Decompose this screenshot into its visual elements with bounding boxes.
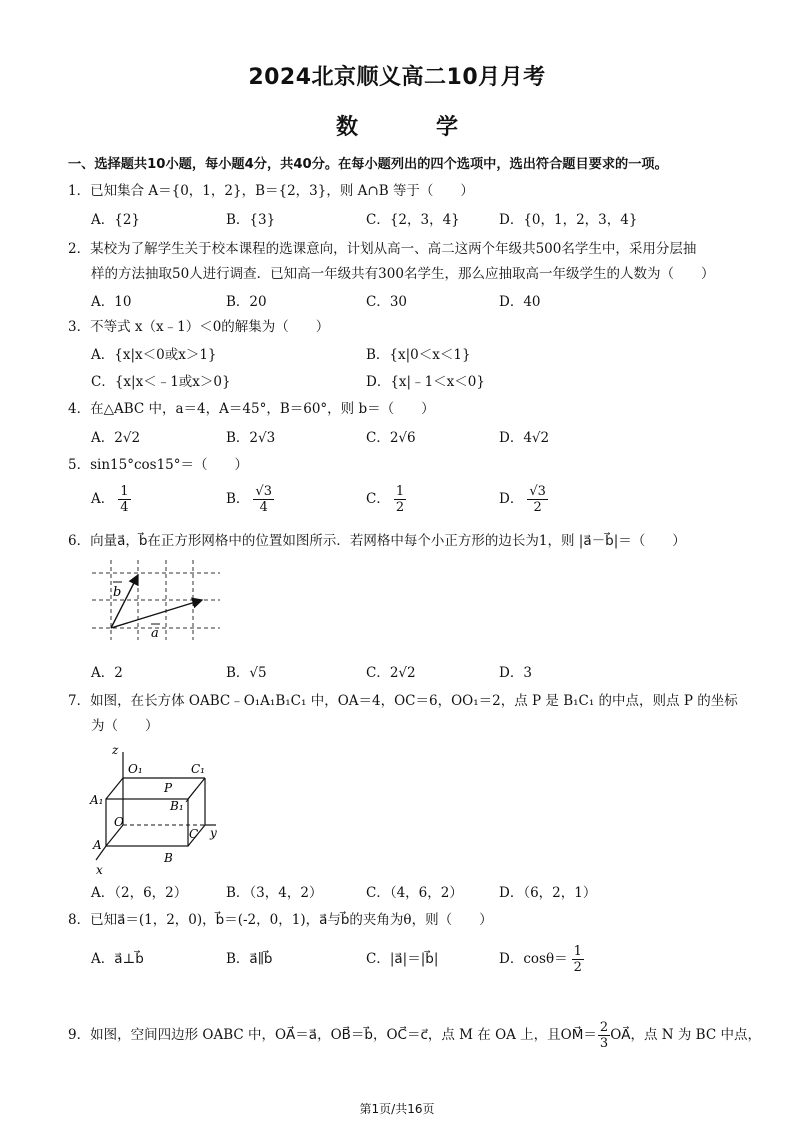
- label-o1: O₁: [128, 762, 143, 776]
- question-9: [68, 1020, 761, 1051]
- q4-option-d: D．4√2: [499, 430, 550, 446]
- q5-d-denominator: 2: [533, 500, 542, 515]
- label-y: y: [210, 826, 217, 840]
- q5-option-b-label: B．: [226, 491, 250, 507]
- q5-option-a: [91, 484, 131, 515]
- question-9-fraction: [598, 1020, 610, 1051]
- question-7-line-1: 7．如图，在长方体 OABC﹣O₁A₁B₁C₁ 中，OA＝4，OC＝6，OO₁＝2，点 P 是 B₁C₁ 的中点，则点 P 的坐标: [68, 693, 738, 709]
- q5-option-c-label: C．: [366, 491, 390, 507]
- q8-option-d-label: D．cosθ＝: [499, 951, 568, 967]
- question-1: 1．已知集合 A＝{0，1，2}，B＝{2，3}，则 A∩B 等于（ ）: [68, 183, 474, 199]
- q1-option-c: C．{2，3，4}: [366, 212, 460, 228]
- q5-a-numerator: 1: [120, 484, 129, 499]
- q5-b-numerator: √3: [255, 484, 272, 499]
- q8-option-c: C．|a⃗|＝|b⃗|: [366, 951, 439, 967]
- q1-option-b: B．{3}: [226, 212, 276, 228]
- q4-option-a: A．2√2: [91, 430, 141, 446]
- question-4: 4．在△ABC 中，a＝4，A＝45°，B＝60°，则 b＝（ ）: [68, 401, 435, 417]
- label-b: B: [164, 851, 173, 865]
- q8-option-d-fraction: [572, 944, 584, 975]
- label-z: z: [112, 743, 119, 757]
- q4-option-b: B．2√3: [226, 430, 276, 446]
- q3-option-b: B．{x|0＜x＜1}: [366, 347, 471, 363]
- q5-option-b-fraction: [253, 484, 274, 515]
- q5-option-a-fraction: [118, 484, 130, 515]
- q6-option-a: A．2: [91, 665, 123, 681]
- q3-option-d: D．{x|﹣1＜x＜0}: [366, 374, 485, 390]
- label-o: O: [114, 815, 124, 829]
- question-9-text-2: OA⃗，点 N 为 BC 中点，: [610, 1027, 761, 1043]
- question-2-line-2: 样的方法抽取50人进行调查．已知高一年级共有300名学生，那么应抽取高一年级学生的人数为（ ）: [91, 266, 715, 282]
- label-c: C: [189, 827, 199, 841]
- label-a1: A₁: [90, 793, 104, 807]
- q1-option-a: A．{2}: [91, 212, 141, 228]
- question-3: 3．不等式 x（x﹣1）＜0的解集为（ ）: [68, 319, 330, 335]
- q5-option-a-label: A．: [91, 491, 115, 507]
- q5-d-numerator: √3: [529, 484, 546, 499]
- q3-option-a: A．{x|x＜0或x＞1}: [91, 347, 217, 363]
- subject-title: 数 学: [335, 115, 486, 140]
- q5-option-c-fraction: [394, 484, 406, 515]
- q2-option-b: B．20: [226, 294, 267, 310]
- question-8: 8．已知a⃗＝(1，2，0)，b⃗＝(-2，0，1)，a⃗与b⃗的夹角为θ，则（ ）: [68, 912, 493, 928]
- question-5: 5．sin15°cos15°＝（ ）: [68, 457, 249, 473]
- q2-option-a: A．10: [91, 294, 132, 310]
- q2-option-c: C．30: [366, 294, 408, 310]
- q3-option-c: C．{x|x＜﹣1或x＞0}: [91, 374, 231, 390]
- question-2-line-1: 2．某校为了解学生关于校本课程的选课意向，计划从高一、高二这两个年级共500名学生中，采用分层抽: [68, 241, 697, 257]
- q7-option-d: D．（6，2，1）: [499, 885, 597, 901]
- q5-c-denominator: 2: [395, 500, 405, 515]
- q5-option-b: [226, 484, 274, 515]
- q5-option-d: [499, 484, 548, 515]
- question-9-text-1: 9．如图，空间四边形 OABC 中，OA⃗＝a⃗，OB⃗＝b⃗，OC⃗＝c⃗，点 M 在 OA 上，且OM⃗＝: [68, 1027, 597, 1043]
- vector-b-arrow: [111, 575, 138, 628]
- q5-b-denominator: 4: [259, 500, 268, 515]
- label-a: A: [93, 838, 102, 852]
- q4-option-c: C．2√6: [366, 430, 416, 446]
- q5-a-denominator: 4: [120, 500, 129, 515]
- exam-title: 2024北京顺义高二10月月考: [248, 65, 546, 90]
- label-c1: C₁: [191, 762, 205, 776]
- vector-grid-figure: [88, 556, 228, 646]
- question-6: 6．向量a⃗，b⃗在正方形网格中的位置如图所示．若网格中每个小正方形的边长为1，则 |a⃗－b⃗|＝（ ）: [68, 533, 686, 549]
- q2-option-d: D．40: [499, 294, 541, 310]
- q9-denominator: 3: [599, 1036, 609, 1051]
- q8-d-denominator: 2: [573, 960, 582, 975]
- q7-option-c: C．（4，6，2）: [366, 885, 463, 901]
- q9-numerator: 2: [599, 1020, 609, 1035]
- q1-option-d: D．{0，1，2，3，4}: [499, 212, 638, 228]
- label-x: x: [96, 863, 103, 877]
- q5-option-c: [366, 484, 406, 515]
- q8-d-numerator: 1: [573, 944, 582, 959]
- q8-option-a: A．a⃗⊥b⃗: [91, 951, 144, 967]
- q6-option-d: D．3: [499, 665, 532, 681]
- label-p: P: [164, 781, 173, 795]
- section-heading: 一、选择题共10小题，每小题4分，共40分。在每小题列出的四个选项中，选出符合题目要求的一项。: [68, 157, 668, 172]
- vector-a-label: a: [151, 626, 159, 641]
- label-b1: B₁: [170, 799, 184, 813]
- point-p-pointer: [186, 789, 196, 802]
- q5-option-d-label: D．: [499, 491, 524, 507]
- vector-b-label: b: [113, 585, 122, 600]
- q5-option-d-fraction: [527, 484, 548, 515]
- q5-c-numerator: 1: [395, 484, 405, 499]
- q6-option-b: B．√5: [226, 665, 267, 681]
- q7-option-a: A．（2，6，2）: [91, 885, 188, 901]
- q7-option-b: B．（3，4，2）: [226, 885, 323, 901]
- cuboid-figure: [88, 740, 228, 880]
- page-footer: 第1页/共16页: [359, 1102, 435, 1116]
- q8-option-d: [499, 944, 584, 975]
- q6-option-c: C．2√2: [366, 665, 416, 681]
- question-7-line-2: 为（ ）: [91, 718, 159, 734]
- q8-option-b: B．a⃗∥b⃗: [226, 951, 273, 967]
